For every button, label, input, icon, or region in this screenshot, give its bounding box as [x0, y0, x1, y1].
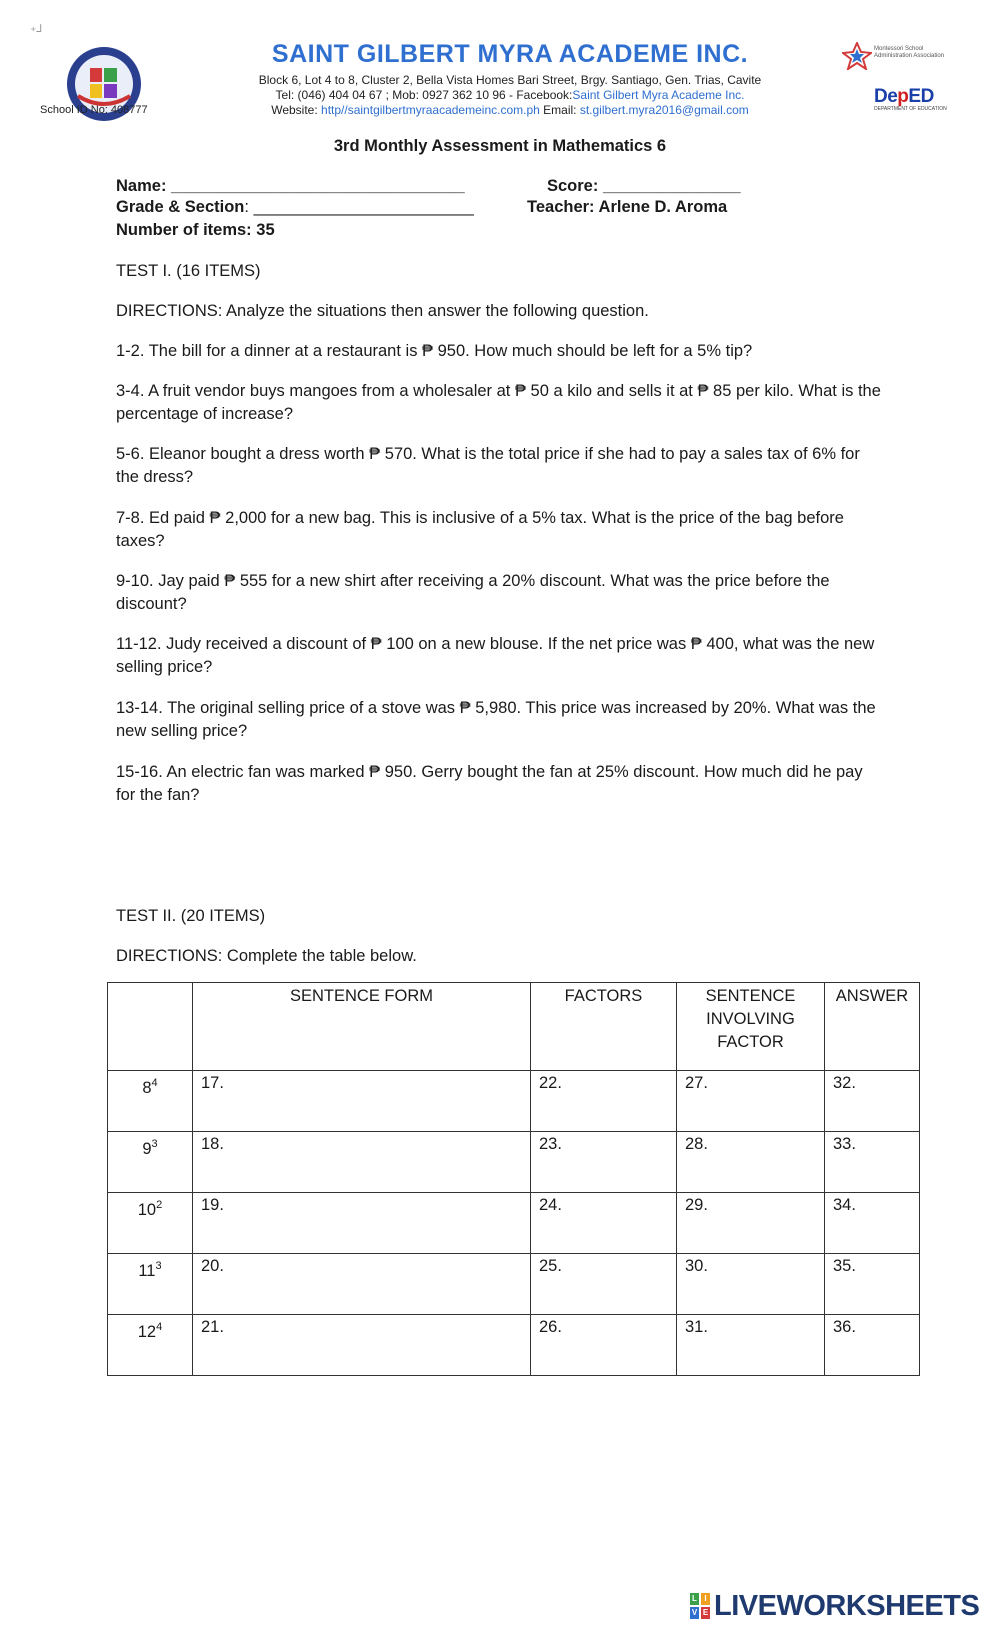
power-cell [108, 1071, 193, 1132]
factors-cell[interactable]: 22. [531, 1071, 677, 1132]
sentence-form-cell[interactable]: 18. [193, 1132, 531, 1193]
email-link[interactable]: st.gilbert.myra2016@gmail.com [579, 103, 749, 117]
liveworksheets-logo[interactable] [690, 1590, 979, 1622]
table-row [108, 1254, 920, 1315]
assessment-title: 3rd Monthly Assessment in Mathematics 6 [333, 137, 667, 155]
score-line: _______________ [602, 177, 741, 195]
question-3-4: 3-4. A fruit vendor buys mangoes from a wholesaler at ₱ 50 a kilo and sells it at ₱ 85 per kilo. What is the percentage of increase? [116, 382, 881, 423]
contact-line [190, 88, 830, 103]
deped-de: De [874, 86, 898, 107]
deped-p: p [897, 86, 909, 107]
school-id: School ID No: 408777 [40, 104, 148, 116]
liveworksheets-mark-icon [690, 1593, 710, 1619]
question-9-10: 9-10. Jay paid ₱ 555 for a new shirt after receiving a 20% discount. What was the price before the discount? [116, 572, 830, 613]
answer-cell[interactable]: 33. [825, 1132, 920, 1193]
answer-cell[interactable]: 32. [825, 1071, 920, 1132]
question-15-16: 15-16. An electric fan was marked ₱ 950. Gerry bought the fan at 25% discount. How much did he pay for the fan? [116, 763, 863, 804]
website-label: Website: [271, 103, 318, 117]
tel-text: Tel: (046) 404 04 67 ; Mob: 0927 362 10 96 - Facebook: [275, 88, 573, 102]
test2-directions: DIRECTIONS: Complete the table below. [116, 947, 417, 965]
sentence-form-cell[interactable]: 20. [193, 1254, 531, 1315]
web-line [190, 103, 830, 118]
sentence-involving-factor-cell[interactable]: 29. [677, 1193, 825, 1254]
answer-cell[interactable]: 35. [825, 1254, 920, 1315]
factors-cell[interactable]: 24. [531, 1193, 677, 1254]
table-row [108, 1071, 920, 1132]
power-cell [108, 1254, 193, 1315]
email-label: Email: [543, 103, 577, 117]
letterhead [190, 40, 830, 118]
exponent: 4 [151, 1077, 158, 1089]
answer-cell[interactable]: 36. [825, 1315, 920, 1376]
column-header-answer: ANSWER [825, 983, 920, 1071]
liveworksheets-wordmark: LIVEWORKSHEETS [714, 1589, 980, 1622]
exponent: 3 [155, 1260, 162, 1272]
sentence-involving-factor-cell[interactable]: 27. [677, 1071, 825, 1132]
base: 8 [142, 1079, 152, 1097]
montessori-logo [842, 42, 946, 72]
exponent-table [107, 982, 920, 1376]
deped-logo [874, 86, 934, 108]
teacher-name: Teacher: Arlene D. Aroma [527, 198, 728, 216]
facebook-link[interactable]: Saint Gilbert Myra Academe Inc. [572, 88, 745, 102]
power-cell [108, 1193, 193, 1254]
table-row [108, 1193, 920, 1254]
base: 12 [137, 1323, 157, 1341]
score-field[interactable] [547, 177, 741, 196]
sentence-form-cell[interactable]: 21. [193, 1315, 531, 1376]
score-label: Score: [547, 177, 599, 195]
paragraph-mark: ⁺┘ [30, 24, 45, 38]
exponent: 4 [156, 1321, 163, 1333]
grade-label: Grade & Section [116, 198, 245, 216]
question-1-2: 1-2. The bill for a dinner at a restaurant is ₱ 950. How much should be left for a 5% tip? [116, 342, 753, 360]
table-row [108, 1315, 920, 1376]
test1-directions: DIRECTIONS: Analyze the situations then answer the following question. [116, 302, 649, 320]
sentence-form-cell[interactable]: 19. [193, 1193, 531, 1254]
name-line: ________________________________ [171, 177, 465, 195]
mark-letter: L [690, 1593, 699, 1605]
website-link[interactable]: http//saintgilbertmyraacademeinc.com.ph [321, 103, 540, 117]
power-cell [108, 1132, 193, 1193]
power-cell [108, 1315, 193, 1376]
montessori-text: Montessori School Administration Association [874, 46, 945, 59]
column-header-sentence-form: SENTENCE FORM [193, 983, 531, 1071]
column-header-sentence-involving-factor: SENTENCE INVOLVING FACTOR [677, 983, 825, 1071]
sentence-involving-factor-cell[interactable]: 31. [677, 1315, 825, 1376]
column-header-blank [108, 983, 193, 1071]
grade-line: ________________________ [253, 198, 474, 216]
base: 11 [138, 1262, 156, 1280]
table-header-row [108, 983, 920, 1071]
grade-colon: : [244, 198, 249, 216]
deped-ed: ED [908, 86, 934, 107]
test2-heading: TEST II. (20 ITEMS) [116, 907, 266, 925]
name-field[interactable] [116, 177, 465, 196]
grade-section-field[interactable] [116, 198, 474, 217]
exponent: 3 [151, 1138, 158, 1150]
school-name: SAINT GILBERT MYRA ACADEME INC. [271, 40, 749, 68]
question-11-12: 11-12. Judy received a discount of ₱ 100 on a new blouse. If the net price was ₱ 400, what was the new selling price? [116, 635, 875, 676]
column-header-factors: FACTORS [531, 983, 677, 1071]
factors-cell[interactable]: 25. [531, 1254, 677, 1315]
table-row [108, 1132, 920, 1193]
factors-cell[interactable]: 23. [531, 1132, 677, 1193]
base: 9 [142, 1140, 152, 1158]
test1-heading: TEST I. (16 ITEMS) [116, 262, 261, 280]
number-of-items: Number of items: 35 [116, 221, 275, 239]
question-13-14: 13-14. The original selling price of a stove was ₱ 5,980. This price was increased by 20%. What was the new selling price? [116, 699, 876, 740]
exponent: 2 [156, 1199, 163, 1211]
mark-letter: E [702, 1608, 709, 1617]
factors-cell[interactable]: 26. [531, 1315, 677, 1376]
sentence-involving-factor-cell[interactable]: 30. [677, 1254, 825, 1315]
question-7-8: 7-8. Ed paid ₱ 2,000 for a new bag. This is inclusive of a 5% tax. What is the price of the bag before taxes? [116, 509, 844, 550]
question-5-6: 5-6. Eleanor bought a dress worth ₱ 570. What is the total price if she had to pay a sales tax of 6% for the dress? [116, 445, 860, 486]
sentence-form-cell[interactable]: 17. [193, 1071, 531, 1132]
sentence-involving-factor-cell[interactable]: 28. [677, 1132, 825, 1193]
base: 10 [137, 1201, 157, 1219]
deped-subtitle: DEPARTMENT OF EDUCATION [874, 106, 947, 112]
mark-letter: V [691, 1608, 698, 1617]
mark-letter: I [701, 1593, 710, 1605]
name-label: Name: [116, 177, 167, 195]
star-icon [842, 42, 872, 70]
answer-cell[interactable]: 34. [825, 1193, 920, 1254]
school-address: Block 6, Lot 4 to 8, Cluster 2, Bella Vista Homes Bari Street, Brgy. Santiago, Gen. Trias, Cavite [258, 73, 762, 87]
